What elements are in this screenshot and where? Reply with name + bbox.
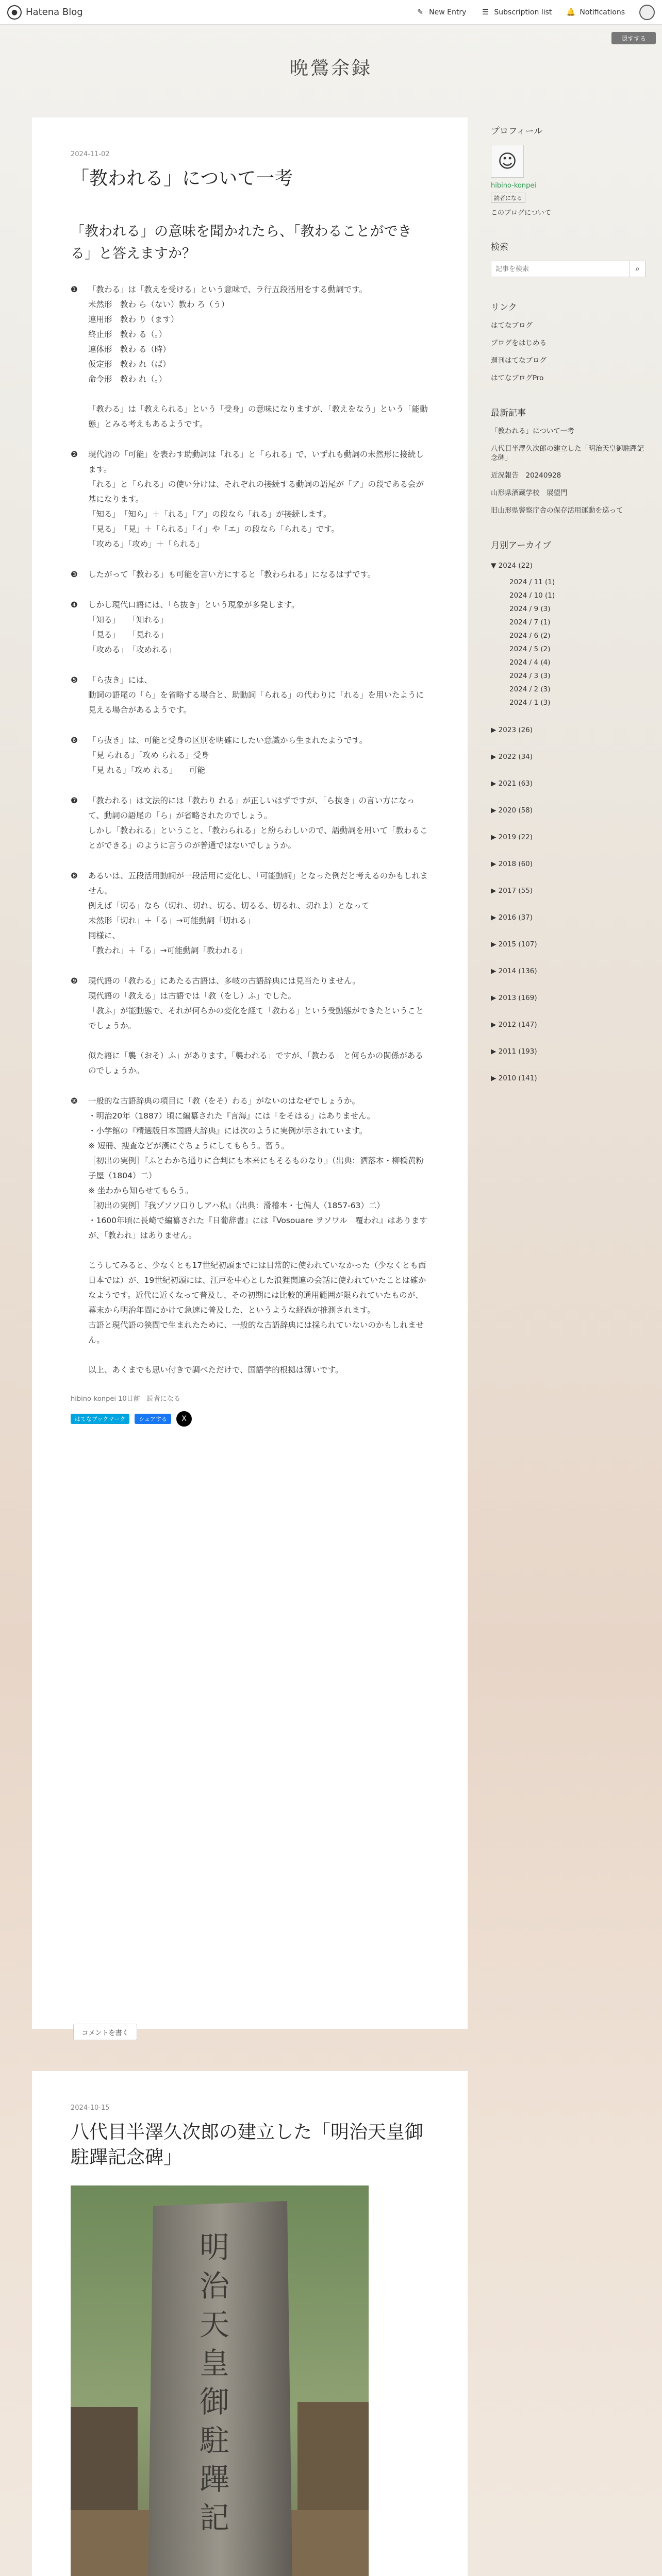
section-line: しかし現代口語には、「ら抜き」という現象が多発します。 (88, 600, 300, 609)
section-line: ［初出の実例］『我ゾソソ口りしアハ私』（出典：滑稽本・七偏人（1857-63）二） (88, 1200, 385, 1210)
archive-year-link[interactable]: ▶ 2011 (193) (491, 1047, 537, 1056)
section-line: 命令形 教わ れ（。） (88, 374, 167, 384)
archive-month-link[interactable]: 2024 / 7 (1) (509, 618, 551, 626)
archive-month-link[interactable]: 2024 / 3 (3) (509, 672, 551, 680)
monument-image (71, 2185, 369, 2576)
section-line: 似た語に「襲（おそ）ふ」があります。「襲われる」ですが、「教わる」と何らかの関係があるのでしょうか。 (88, 1050, 423, 1075)
section-number: ❼ (71, 795, 78, 805)
section-line: 「攻める」「攻め」＋「られる」 (88, 539, 204, 549)
links-heading: リンク (491, 302, 517, 313)
archive-year-link[interactable]: ▶ 2016 (37) (491, 913, 533, 922)
svg-text:天: 天 (200, 2307, 230, 2343)
archive-year-link[interactable]: ▶ 2010 (141) (491, 1074, 537, 1082)
svg-text:治: 治 (200, 2268, 230, 2304)
notifications-button[interactable] (566, 8, 625, 17)
section-line (88, 1348, 91, 1363)
section-line: 一般的な古語辞典の項目に「教（をそ）わる」がないのはなぜでしょうか。 (88, 1096, 360, 1106)
comment-button[interactable]: コメントを書く (73, 2024, 137, 2040)
section-line: したがって「教わる」も可能を言い方にすると「教わられる」になるはずです。 (88, 569, 376, 579)
blog-title[interactable]: 晩鶯余録 (289, 58, 372, 79)
recent-post-link[interactable]: 山形県酒蔵学校 展望門 (491, 489, 568, 497)
section-number (71, 1139, 82, 1154)
section-number: ❺ (71, 675, 78, 685)
recent-post-link[interactable]: 八代目半澤久次郎の建立した「明治天皇御駐蹕記念碑」 (491, 445, 644, 462)
section-number (71, 402, 82, 432)
subscribe-badge[interactable]: 読者になる (491, 193, 525, 203)
about-link[interactable]: このブログについて (491, 209, 551, 217)
section-line: ※ 短冊、捜査などが漢にぐちょうにしてもらう。習う。 (88, 1141, 289, 1150)
section-number (71, 1363, 82, 1378)
post-date[interactable]: 2024-10-15 (71, 2104, 110, 2112)
section-line: しかし「教われる」ということ、「教わられる」と紛らわしいので、語動詞を用いて「教わることができる」のように言うのが普通ではないでしょうか。 (88, 825, 428, 850)
notifications-label: Notifications (580, 8, 625, 16)
section-line: 「教わる」は「教えを受ける」という意味で、ラ行五段活用をする動詞です。 (88, 284, 367, 294)
section-line: 現代語の「可能」を表わす助動詞は「れる」と「られる」で、いずれも動詞の未然形に接続します。 (88, 449, 424, 474)
archive-month-link[interactable]: 2024 / 9 (3) (509, 605, 551, 613)
top-bar (0, 0, 662, 25)
archive-year-link[interactable]: ▶ 2017 (55) (491, 887, 533, 895)
section-line: 以上、あくまでも思い付きで調べただけで、国語学的根拠は薄いです。 (88, 1365, 343, 1375)
archive-year-link[interactable]: ▶ 2015 (107) (491, 940, 537, 948)
section-number: ❽ (71, 871, 78, 880)
section-number: ❾ (71, 976, 78, 986)
x-share-icon[interactable]: X (176, 1411, 192, 1427)
archive-year-link[interactable]: ▶ 2023 (26) (491, 726, 533, 734)
post-section (71, 598, 429, 657)
archive-year-link[interactable]: ▶ 2012 (147) (491, 1021, 537, 1029)
archive-year-link[interactable]: ▶ 2022 (34) (491, 753, 533, 761)
user-avatar[interactable] (639, 5, 655, 20)
section-number: ❸ (71, 569, 78, 579)
sidebar-link[interactable]: 週刊はてなブログ (491, 357, 547, 365)
archive-month-link[interactable]: 2024 / 11 (1) (509, 578, 555, 586)
svg-text:蹕: 蹕 (200, 2462, 230, 2497)
section-number (71, 688, 82, 718)
section-number (71, 928, 82, 943)
post-title[interactable]: 八代目半澤久次郎の建立した「明治天皇御駐蹕記念碑」 (71, 2122, 424, 2168)
bell-icon: 🔔 (566, 8, 576, 16)
section-line: 「見る」 「見」＋「られる」「イ」や「エ」の段なら「られる」です。 (88, 524, 340, 534)
section-number (71, 1124, 82, 1139)
subscription-label: Subscription list (494, 8, 552, 16)
section-number (71, 357, 82, 372)
section-number (71, 913, 82, 928)
archive-month-link[interactable]: 2024 / 5 (2) (509, 645, 551, 653)
post-section (71, 447, 429, 552)
hatena-blog-logo[interactable] (7, 5, 83, 20)
section-line: 未然形「切れ」＋「る」→可能動詞「切れる」 (88, 916, 255, 925)
archive-months (491, 575, 646, 709)
monument-photo (71, 2185, 369, 2576)
section-line: こうしてみると、少なくとも17世紀初頭までには日常的に使われていなかった（少なくとも西日本では）が、19世紀初頭には、江戸を中心とした浪狸関連の会話に使われていたことは確かなようです。近代に近くなって普及し、その初期には比較的通用範囲が限られていたものが、幕末から明治年間にかけて急速に普及した、というような経過が推測されます。 (88, 1260, 426, 1315)
svg-text:明: 明 (200, 2230, 230, 2265)
archive-years (491, 717, 646, 1092)
section-line: 動詞の語尾の「ら」を省略する場合と、助動詞「られる」の代わりに「れる」を用いたように見える場合があるようです。 (88, 690, 424, 715)
section-line (88, 1033, 91, 1048)
section-line: 仮定形 教わ れ（ば） (88, 359, 171, 369)
post-body (71, 282, 429, 1378)
archive-year-link[interactable]: ▶ 2014 (136) (491, 967, 537, 975)
new-entry-label: New Entry (429, 8, 467, 16)
section-line: ・1600年頃に長崎で編纂された『日葡辞書』には『Vosouare ヲソワル 覆われ』はありますが、「教われ」はありません。 (88, 1215, 427, 1240)
search-icon[interactable]: ⌕ (630, 261, 646, 277)
archive-month-link[interactable]: 2024 / 1 (3) (509, 699, 551, 707)
post-section (71, 733, 429, 778)
hatena-bookmark-button[interactable]: はてなブックマーク (71, 1414, 129, 1424)
section-number (71, 943, 82, 958)
section-line: ※ 坐わから知らせてもらう。 (88, 1185, 193, 1195)
section-number (71, 1183, 82, 1198)
section-line: 「ら抜き」は、可能と受身の区別を明確にしたい意識から生まれたようです。 (88, 735, 368, 745)
archive-heading: 月別アーカイブ (491, 540, 552, 551)
section-number: ❷ (71, 449, 78, 459)
section-line: 同様に、 (88, 930, 121, 940)
archive-module (491, 538, 646, 1092)
section-number (71, 372, 82, 387)
archive-year-link[interactable]: ▶ 2018 (60) (491, 860, 533, 868)
archive-year-link[interactable]: ▶ 2021 (63) (491, 779, 533, 788)
post-section (71, 673, 429, 718)
profile-heading: プロフィール (491, 126, 543, 137)
section-number (71, 327, 82, 342)
section-line: 「攻める」 「攻めれる」 (88, 645, 176, 654)
section-line (88, 387, 91, 402)
section-line: 「見る」 「見れる」 (88, 630, 169, 639)
search-heading: 検索 (491, 242, 508, 252)
section-line: ［初出の実例］『ふとわかち通りに合判にも本来にもそるものなり』（出典：洒落本・柳橋黄粉子屋（1804）二） (88, 1156, 424, 1180)
recent-post-link[interactable]: 「教われる」について一考 (491, 427, 574, 435)
section-number (71, 748, 82, 763)
section-number (71, 312, 82, 327)
post-date[interactable]: 2024-11-02 (71, 150, 110, 158)
section-line: 「知る」 「知ら」＋「れる」「ア」の段なら「れる」が接続します。 (88, 509, 332, 519)
svg-text:御: 御 (200, 2384, 230, 2420)
section-line: 終止形 教わ る（。） (88, 329, 167, 339)
post-section (71, 974, 429, 1078)
section-number (71, 522, 82, 537)
section-line: 「見 られる」「攻め られる」受身 (88, 750, 209, 760)
section-line: 「教われ」＋「る」→可能動詞「教われる」 (88, 945, 247, 955)
section-line: 「教ふ」が能動態で、それが何らかの変化を経て「教わる」という受動態ができたということでしょうか。 (88, 1006, 424, 1030)
section-line: 現代語の「教える」は古語では「教（をし）ふ」でした。 (88, 991, 296, 1001)
section-number (71, 1048, 82, 1078)
section-number (71, 613, 82, 628)
post-section (71, 282, 429, 432)
section-line: 「ら抜き」には、 (88, 675, 153, 685)
section-line: 古語と現代語の狭間で生まれたために、一般的な古語辞典には採られていないのかもしれません。 (88, 1320, 424, 1345)
profile-module (491, 124, 646, 217)
section-line: 「れる」と「られる」の使い分けは、それぞれの接続する動詞の語尾が「ア」の段である会が基になります。 (88, 479, 424, 504)
section-number: ❻ (71, 735, 78, 745)
section-line: 「教わる」は「教えられる」という「受身」の意味になりますが、「教えをなう」という「能動態」とみる考えもあるようです。 (88, 404, 428, 429)
article-2 (32, 2071, 468, 2576)
section-line (88, 1243, 91, 1258)
links-module (491, 300, 646, 383)
section-line: 現代語の「教わる」にあたる古語は、多岐の古語辞典には見当たりません。 (88, 976, 360, 986)
section-number (71, 1033, 82, 1048)
section-line: 例えば「切る」なら（切れ、切れ、切る、切るる、切るれ、切れよ）となって (88, 901, 370, 910)
section-number: ❹ (71, 600, 78, 609)
sidebar (491, 124, 646, 1114)
recent-heading: 最新記事 (491, 408, 526, 418)
recent-posts-module (491, 405, 646, 515)
svg-text:駐: 駐 (200, 2423, 230, 2459)
archive-month-link[interactable]: 2024 / 4 (4) (509, 658, 551, 667)
section-number (71, 537, 82, 552)
svg-text:皇: 皇 (200, 2346, 230, 2381)
brand-label: Hatena Blog (26, 7, 83, 18)
sidebar-link[interactable]: はてなブログ (491, 321, 533, 330)
section-number (71, 989, 82, 1004)
section-number (71, 1348, 82, 1363)
section-line: ・明治20年（1887）頃に編纂された『言海』には「をそはる」はありません。 (88, 1111, 375, 1121)
post-section (71, 567, 429, 582)
section-number (71, 1109, 82, 1124)
post-lead: 「教われる」の意味を聞かれたら、「教わることができる」と答えますか？ (71, 223, 412, 262)
hide-header-button[interactable]: 隠すする (611, 32, 656, 44)
section-line: 「知る」 「知れる」 (88, 615, 169, 624)
section-number (71, 477, 82, 507)
profile-avatar[interactable]: ☺ (491, 145, 524, 178)
section-number (71, 899, 82, 913)
section-line: 連体形 教わ る（時） (88, 344, 171, 354)
archive-year-link[interactable]: ▶ 2019 (22) (491, 833, 533, 841)
section-number (71, 823, 82, 853)
facebook-share-button[interactable]: シェアする (135, 1414, 171, 1424)
search-input[interactable] (491, 261, 630, 277)
section-line: あるいは、五段活用動詞が一段活用に変化し、「可能動詞」となった例だと考えるのかもしれません。 (88, 871, 428, 895)
post-author-line[interactable]: hibino-konpei 10日前 読者になる (71, 1395, 180, 1403)
section-number (71, 1004, 82, 1033)
section-number (71, 1154, 82, 1183)
section-number (71, 1258, 82, 1318)
svg-text:記: 記 (200, 2500, 230, 2536)
section-number (71, 1213, 82, 1243)
section-number: ❿ (71, 1096, 78, 1106)
profile-username[interactable]: hibino-konpei (491, 182, 536, 190)
section-line: 連用形 教わ り（ます） (88, 314, 179, 324)
new-entry-button[interactable] (416, 8, 466, 17)
sidebar-link[interactable]: ブログをはじめる (491, 339, 547, 347)
section-line: 「見 れる」「攻め れる」 可能 (88, 765, 205, 775)
sidebar-link[interactable]: はてなブログPro (491, 374, 544, 382)
post-title[interactable]: 「教われる」について一考 (71, 168, 293, 189)
section-line: 「教われる」は文法的には「教わり れる」が正しいはずですが、「ら抜き」の言い方になって、動詞の語尾の「ら」が省略されたのでしょう。 (88, 795, 415, 820)
section-number (71, 1243, 82, 1258)
archive-month-link[interactable]: 2024 / 2 (3) (509, 685, 551, 693)
recent-post-link[interactable]: 近況報告 20240928 (491, 471, 561, 480)
post-section (71, 1094, 429, 1378)
pencil-icon: ✎ (417, 8, 423, 16)
section-line: 未然形 教わ ら（ない）教わ ろ（う） (88, 299, 229, 309)
archive-year-link[interactable]: ▶ 2013 (169) (491, 994, 537, 1002)
archive-month-link[interactable]: 2024 / 6 (2) (509, 632, 551, 640)
section-number: ❶ (71, 284, 78, 294)
archive-year-toggle[interactable]: ▼ 2024 (22) (491, 562, 533, 570)
section-number (71, 387, 82, 402)
section-number (71, 628, 82, 642)
archive-month-link[interactable]: 2024 / 10 (1) (509, 591, 555, 600)
list-icon: ☰ (482, 8, 489, 16)
hatena-logo-icon: ● (7, 5, 22, 20)
search-module (491, 240, 646, 277)
section-number (71, 297, 82, 312)
archive-year-link[interactable]: ▶ 2020 (58) (491, 806, 533, 815)
section-number (71, 1198, 82, 1213)
section-number (71, 342, 82, 357)
post-section (71, 793, 429, 853)
section-number (71, 507, 82, 522)
subscription-list-button[interactable] (481, 8, 552, 17)
section-number (71, 763, 82, 778)
article-1 (32, 117, 468, 2029)
section-number (71, 1318, 82, 1348)
section-line: ・小学館の『精選版日本国語大辞典』には次のように実例が示されています。 (88, 1126, 368, 1136)
share-buttons (71, 1411, 429, 1427)
post-section (71, 869, 429, 958)
section-number (71, 642, 82, 657)
recent-post-link[interactable]: 旧山形県警察庁舎の保存活用運動を巡って (491, 506, 623, 515)
